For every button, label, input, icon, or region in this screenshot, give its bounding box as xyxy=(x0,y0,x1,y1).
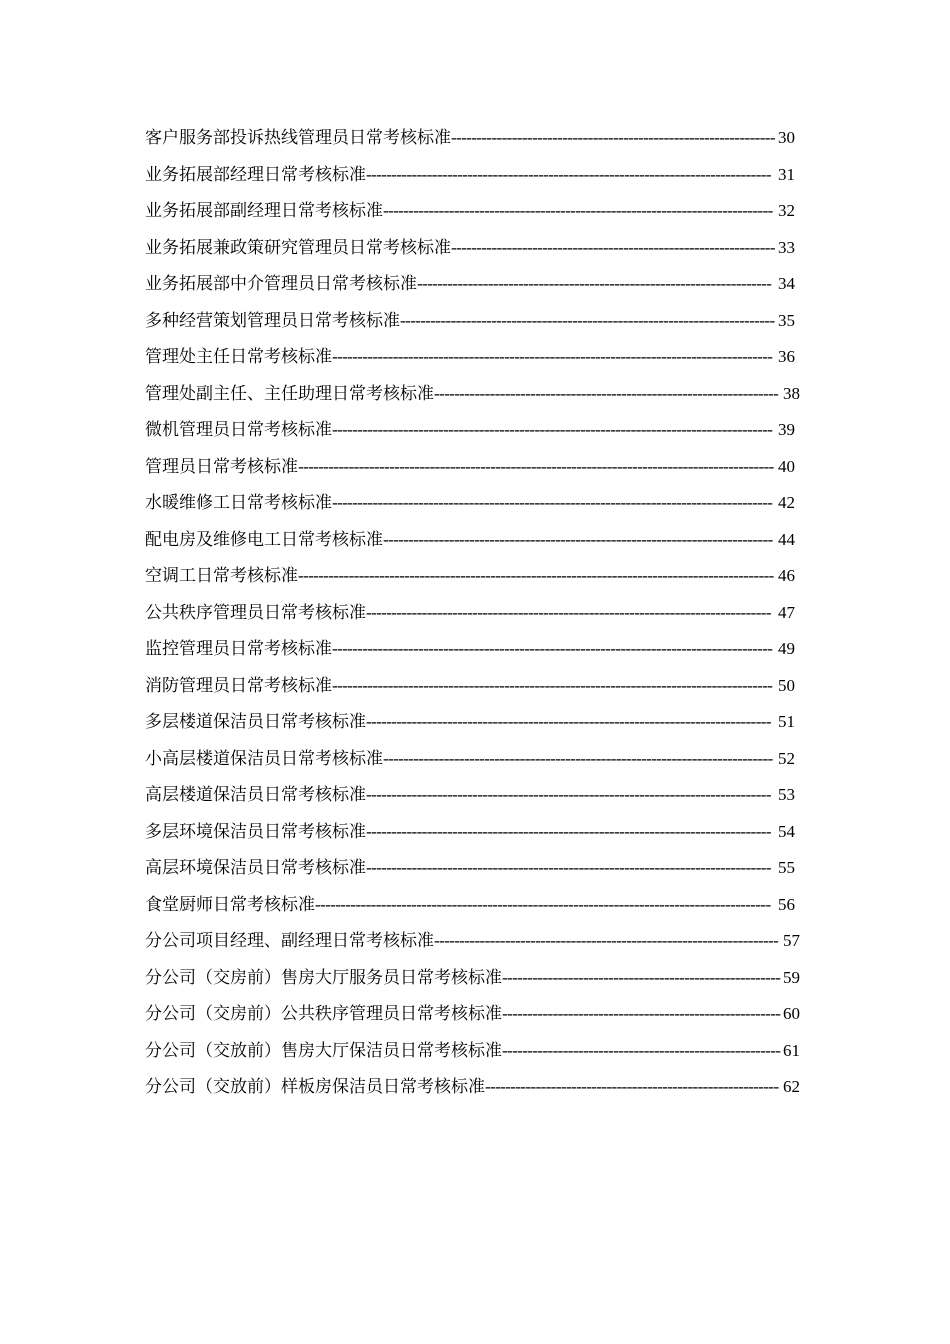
toc-entry[interactable] xyxy=(145,376,805,413)
toc-entry-page-number: 34 xyxy=(778,274,795,293)
toc-entry-title: 监控管理员日常考核标准 xyxy=(145,639,332,659)
toc-entry-title: 高层环境保洁员日常考核标准 xyxy=(145,858,366,878)
toc-entry[interactable] xyxy=(145,850,805,887)
toc-entry-title: 管理处主任日常考核标准 xyxy=(145,347,332,367)
toc-entry[interactable] xyxy=(145,996,805,1033)
toc-dot-leader: -------------------------------------------------------------------------------- xyxy=(366,712,771,731)
toc-dot-leader: --------------------------------------------------------------------------------------- xyxy=(332,639,773,658)
toc-entry-page-number: 36 xyxy=(778,347,795,366)
toc-entry[interactable] xyxy=(145,339,805,376)
toc-entry-page-number: 47 xyxy=(778,602,795,622)
toc-entry[interactable] xyxy=(145,704,805,741)
toc-entry-page-number: 60 xyxy=(783,1004,800,1023)
toc-dot-leader: -------------------------------------------------------------------------------- xyxy=(366,858,771,877)
toc-entry-page-number: 61 xyxy=(783,1040,800,1060)
toc-dot-leader: --------------------------------------------------------------------------------------- xyxy=(332,347,773,366)
toc-entry[interactable] xyxy=(145,1033,805,1070)
toc-entry-page-number: 51 xyxy=(778,712,795,731)
toc-entry[interactable] xyxy=(145,230,805,267)
toc-dot-leader: -------------------------------------------------------------------------------- xyxy=(366,602,771,622)
toc-entry-page-number: 30 xyxy=(778,128,795,147)
toc-entry-title: 业务拓展兼政策研究管理员日常考核标准 xyxy=(145,237,451,258)
toc-entry-page-number: 42 xyxy=(778,493,795,512)
toc-entry-page-number: 40 xyxy=(778,456,795,476)
toc-entry[interactable] xyxy=(145,522,805,559)
toc-entry-title: 公共秩序管理员日常考核标准 xyxy=(145,602,366,623)
toc-entry-page-number: 56 xyxy=(778,894,795,914)
toc-entry-title: 业务拓展部经理日常考核标准 xyxy=(145,164,366,185)
toc-entry[interactable] xyxy=(145,960,805,997)
toc-entry-page-number: 54 xyxy=(778,821,795,841)
toc-entry-title: 客户服务部投诉热线管理员日常考核标准 xyxy=(145,128,451,148)
toc-entry-title: 空调工日常考核标准 xyxy=(145,566,298,586)
toc-dot-leader: ------------------------------------------------------- xyxy=(502,1040,781,1060)
toc-entry-title: 管理处副主任、主任助理日常考核标准 xyxy=(145,383,434,404)
toc-entry-page-number: 59 xyxy=(783,967,800,987)
toc-entry[interactable] xyxy=(145,157,805,194)
table-of-contents xyxy=(145,120,805,1106)
toc-dot-leader: ---------------------------------------------------------------------- xyxy=(417,274,772,293)
toc-dot-leader: --------------------------------------------------------------------------------------- xyxy=(332,675,773,695)
toc-entry-page-number: 49 xyxy=(778,639,795,658)
toc-entry-title: 多层楼道保洁员日常考核标准 xyxy=(145,712,366,732)
toc-entry-title: 分公司（交房前）售房大厅服务员日常考核标准 xyxy=(145,967,502,988)
toc-entry[interactable] xyxy=(145,814,805,851)
toc-entry-title: 分公司（交放前）售房大厅保洁员日常考核标准 xyxy=(145,1040,502,1061)
toc-entry[interactable] xyxy=(145,887,805,924)
toc-dot-leader: -------------------------------------------------------------------- xyxy=(434,383,779,403)
toc-entry[interactable] xyxy=(145,595,805,632)
toc-dot-leader: -------------------------------------------------------------------------------- xyxy=(366,821,771,841)
toc-entry-page-number: 44 xyxy=(778,529,795,549)
toc-entry[interactable] xyxy=(145,303,805,340)
toc-entry-page-number: 31 xyxy=(778,164,795,184)
toc-dot-leader: ----------------------------------------------------------------------------- xyxy=(383,529,773,549)
toc-entry-title: 消防管理员日常考核标准 xyxy=(145,675,332,696)
toc-entry[interactable] xyxy=(145,668,805,705)
toc-entry[interactable] xyxy=(145,193,805,230)
toc-entry-page-number: 35 xyxy=(778,310,795,330)
toc-entry-page-number: 55 xyxy=(778,858,795,877)
toc-dot-leader: ---------------------------------------------------------- xyxy=(485,1077,779,1096)
toc-entry-title: 分公司（交放前）样板房保洁员日常考核标准 xyxy=(145,1077,485,1097)
toc-entry[interactable] xyxy=(145,1069,805,1106)
toc-entry-page-number: 52 xyxy=(778,748,795,768)
toc-entry-page-number: 50 xyxy=(778,675,795,695)
toc-entry-title: 分公司项目经理、副经理日常考核标准 xyxy=(145,931,434,951)
toc-dot-leader: -------------------------------------------------------------------------------- xyxy=(366,164,771,184)
toc-entry-title: 配电房及维修电工日常考核标准 xyxy=(145,529,383,550)
toc-dot-leader: ---------------------------------------------------------------- xyxy=(451,237,775,257)
toc-entry-title: 食堂厨师日常考核标准 xyxy=(145,894,315,915)
toc-entry[interactable] xyxy=(145,449,805,486)
toc-dot-leader: ------------------------------------------------------------------------------------------ xyxy=(315,894,771,914)
toc-entry-title: 高层楼道保洁员日常考核标准 xyxy=(145,785,366,805)
toc-dot-leader: ---------------------------------------------------------------- xyxy=(451,128,775,147)
toc-entry[interactable] xyxy=(145,741,805,778)
toc-entry-title: 分公司（交房前）公共秩序管理员日常考核标准 xyxy=(145,1004,502,1024)
toc-entry[interactable] xyxy=(145,777,805,814)
toc-entry-page-number: 62 xyxy=(783,1077,800,1096)
toc-entry-title: 微机管理员日常考核标准 xyxy=(145,420,332,440)
toc-entry[interactable] xyxy=(145,631,805,668)
toc-entry[interactable] xyxy=(145,120,805,157)
toc-dot-leader: --------------------------------------------------------------------------------------- xyxy=(332,420,773,439)
toc-entry-title: 业务拓展部副经理日常考核标准 xyxy=(145,201,383,221)
toc-dot-leader: ----------------------------------------------------------------------------- xyxy=(383,201,773,220)
toc-dot-leader: ---------------------------------------------------------------------------------------------- xyxy=(298,456,774,476)
toc-entry-title: 多种经营策划管理员日常考核标准 xyxy=(145,310,400,331)
toc-dot-leader: ---------------------------------------------------------------------------------------------- xyxy=(298,566,774,585)
toc-entry-title: 多层环境保洁员日常考核标准 xyxy=(145,821,366,842)
toc-entry[interactable] xyxy=(145,485,805,522)
toc-dot-leader: -------------------------------------------------------------------------------- xyxy=(366,785,771,804)
toc-entry-title: 管理员日常考核标准 xyxy=(145,456,298,477)
toc-entry-page-number: 53 xyxy=(778,785,795,804)
toc-entry[interactable] xyxy=(145,266,805,303)
toc-entry-page-number: 32 xyxy=(778,201,795,220)
toc-dot-leader: ----------------------------------------------------------------------------- xyxy=(383,748,773,768)
toc-entry-title: 业务拓展部中介管理员日常考核标准 xyxy=(145,274,417,294)
toc-entry-page-number: 38 xyxy=(783,383,800,403)
toc-entry-page-number: 57 xyxy=(783,931,800,950)
toc-entry-page-number: 39 xyxy=(778,420,795,439)
toc-entry-page-number: 46 xyxy=(778,566,795,585)
toc-entry-title: 小高层楼道保洁员日常考核标准 xyxy=(145,748,383,769)
toc-dot-leader: --------------------------------------------------------------------------------------- xyxy=(332,493,773,512)
toc-entry[interactable] xyxy=(145,558,805,595)
toc-entry-title: 水暖维修工日常考核标准 xyxy=(145,493,332,513)
toc-dot-leader: -------------------------------------------------------------------- xyxy=(434,931,779,950)
toc-dot-leader: ------------------------------------------------------- xyxy=(502,967,781,987)
toc-entry[interactable] xyxy=(145,923,805,960)
toc-dot-leader: ------------------------------------------------------- xyxy=(502,1004,781,1023)
toc-entry[interactable] xyxy=(145,412,805,449)
toc-dot-leader: -------------------------------------------------------------------------- xyxy=(400,310,775,330)
toc-entry-page-number: 33 xyxy=(778,237,795,257)
